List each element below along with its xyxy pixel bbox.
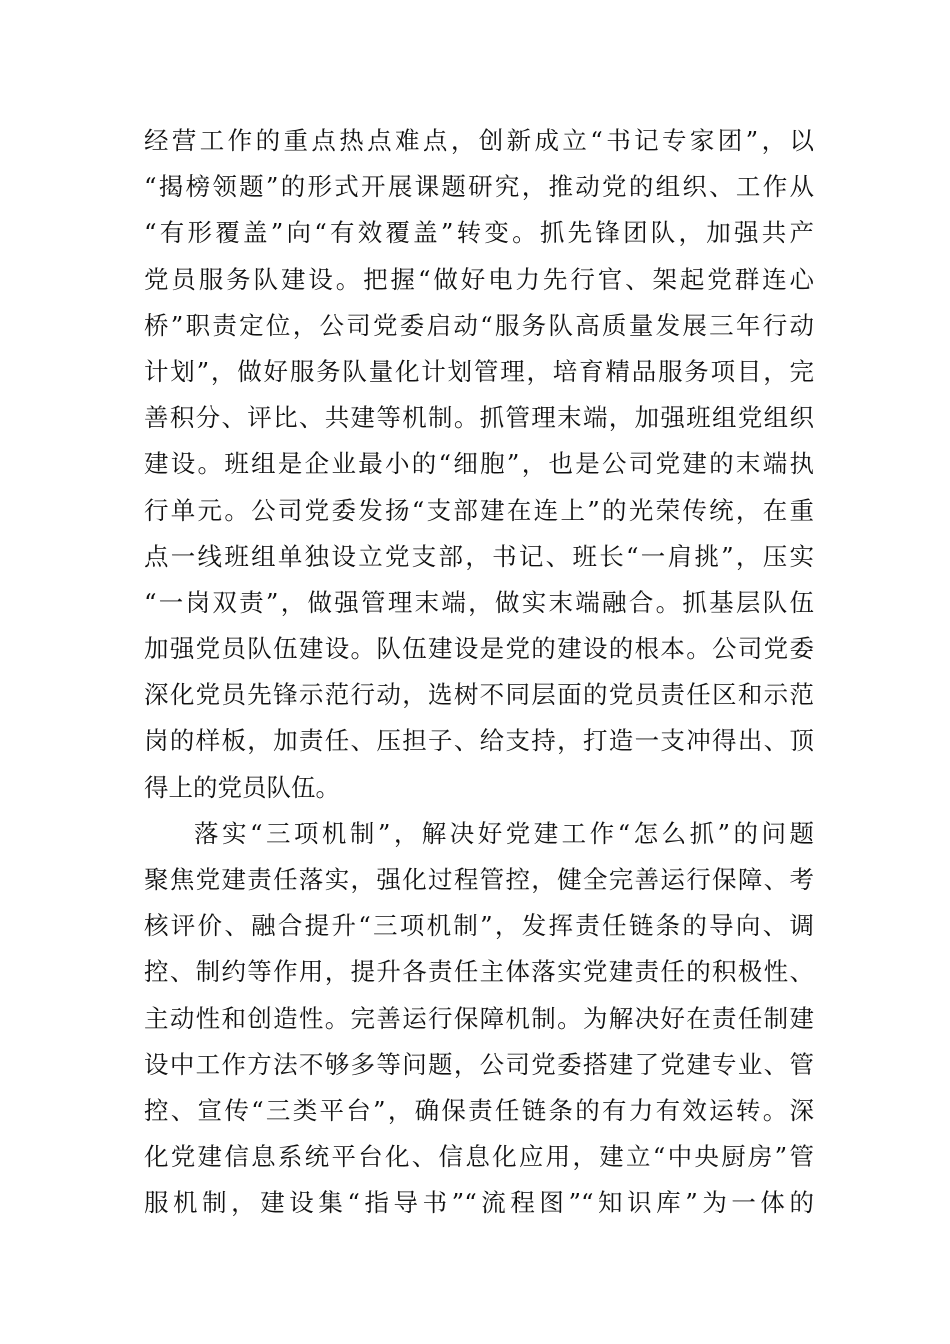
text-line: 控、宣传“三类平台”，确保责任链条的有力有效运转。深 (144, 1095, 814, 1125)
paragraph-1 (144, 118, 814, 811)
text-line: 经营工作的重点热点难点，创新成立“书记专家团”，以 (144, 126, 814, 155)
text-line: 得上的党员队伍。 (144, 772, 340, 802)
text-line: “揭榜领题”的形式开展课题研究，推动党的组织、工作从 (144, 172, 814, 202)
text-line: 善积分、评比、共建等机制。抓管理末端，加强班组党组织 (144, 403, 814, 433)
text-line: 主动性和创造性。完善运行保障机制。为解决好在责任制建 (144, 1003, 814, 1033)
text-line: 服机制，建设集“指导书”“流程图”“知识库”为一体的 (144, 1188, 814, 1218)
text-line: 深化党员先锋示范行动，选树不同层面的党员责任区和示范 (144, 680, 814, 710)
text-line: 党员服务队建设。把握“做好电力先行官、架起党群连心 (144, 264, 814, 294)
text-line: “有形覆盖”向“有效覆盖”转变。抓先锋团队，加强共产 (144, 218, 814, 248)
text-line: 聚焦党建责任落实，强化过程管控，健全完善运行保障、考 (144, 865, 814, 894)
text-line: 桥”职责定位，公司党委启动“服务队高质量发展三年行动 (144, 310, 814, 340)
text-line: 点一线班组单独设立党支部，书记、班长“一肩挑”，压实 (144, 541, 814, 571)
text-line: 行单元。公司党委发扬“支部建在连上”的光荣传统，在重 (144, 495, 814, 525)
body-text (144, 118, 814, 1227)
text-line: “一岗双责”，做强管理末端，做实末端融合。抓基层队伍 (144, 587, 814, 617)
text-line: 加强党员队伍建设。队伍建设是党的建设的根本。公司党委 (144, 634, 814, 664)
text-line: 岗的样板，加责任、压担子、给支持，打造一支冲得出、顶 (144, 726, 814, 756)
text-line: 控、制约等作用，提升各责任主体落实党建责任的积极性、 (144, 957, 814, 987)
text-line: 建设。班组是企业最小的“细胞”，也是公司党建的末端执 (144, 449, 814, 479)
text-line: 计划”，做好服务队量化计划管理，培育精品服务项目，完 (144, 356, 814, 386)
text-line: 化党建信息系统平台化、信息化应用，建立“中央厨房”管 (144, 1142, 814, 1172)
text-line: 落实“三项机制”，解决好党建工作“怎么抓”的问题 (194, 818, 814, 848)
text-line: 设中工作方法不够多等问题，公司党委搭建了党建专业、管 (144, 1049, 814, 1079)
paragraph-2 (144, 811, 814, 1227)
text-line: 核评价、融合提升“三项机制”，发挥责任链条的导向、调 (144, 911, 814, 941)
